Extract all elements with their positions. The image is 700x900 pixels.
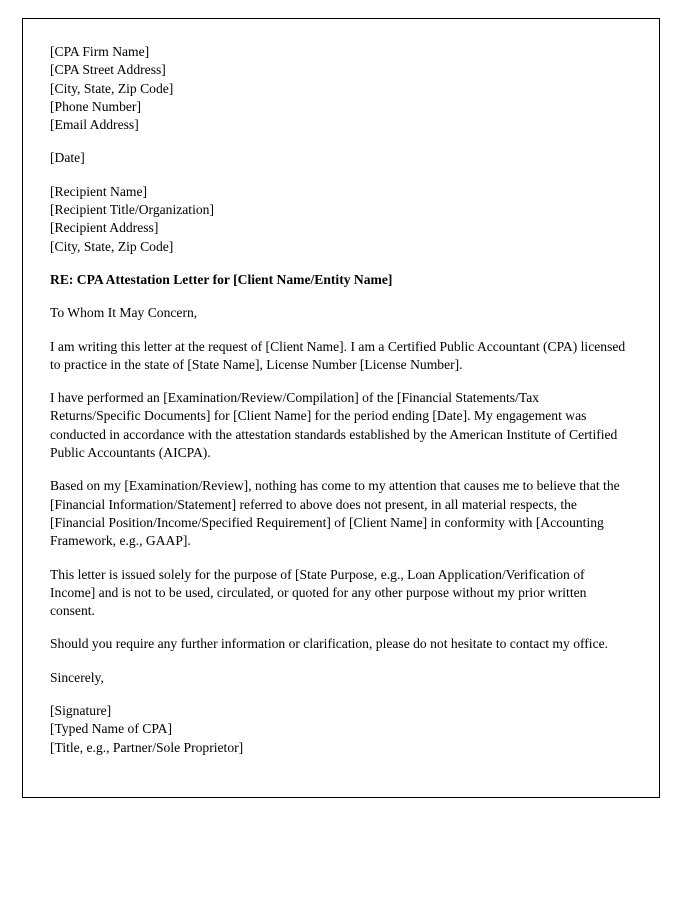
recipient-address: [Recipient Address] <box>50 220 159 236</box>
signature-title: [Title, e.g., Partner/Sole Proprietor] <box>50 739 244 755</box>
date-line: [Date] <box>50 150 85 166</box>
sender-firm-name: [CPA Firm Name] <box>50 44 150 59</box>
body-paragraph-purpose: This letter is issued solely for the purpose of [State Purpose, e.g., Loan Application/Verification of Income] and is not to be used, circulated, or quoted for any other purpose without my prior written consent. <box>50 566 587 619</box>
signature-typed-name: [Typed Name of CPA] <box>50 721 173 737</box>
recipient-city-state-zip: [City, State, Zip Code] <box>50 238 174 254</box>
recipient-address-block <box>50 183 632 256</box>
sender-address-block <box>50 43 632 134</box>
body-paragraph-contact: Should you require any further information or clarification, please do not hesitate to contact my office. <box>50 636 609 652</box>
sender-email: [Email Address] <box>50 117 139 133</box>
closing-block <box>50 669 632 687</box>
salutation-block <box>50 304 632 322</box>
sender-phone: [Phone Number] <box>50 98 141 114</box>
body-paragraph-findings: Based on my [Examination/Review], nothing has come to my attention that causes me to believe that the [Financial Information/Statement] referred to above does not present, in all material respects, the [Financial Position/Income/Specified Requirement] of [Client Name] in conformity with [Accounting Framework, e.g., GAAP]. <box>50 478 620 549</box>
body-paragraph-engagement: I have performed an [Examination/Review/Compilation] of the [Financial Statements/Tax Returns/Specific Documents] for [Client Name] for the period ending [Date]. My engagement was conducted in accordance with the attestation standards established by the American Institute of Certified Public Accountants (AICPA). <box>50 390 618 461</box>
recipient-name: [Recipient Name] <box>50 183 148 199</box>
closing-line: Sincerely, <box>50 669 104 685</box>
subject-block <box>50 271 632 289</box>
salutation-line: To Whom It May Concern, <box>50 305 198 321</box>
date-block <box>50 149 632 167</box>
signature-line: [Signature] <box>50 703 112 719</box>
letter-document <box>22 18 660 798</box>
subject-line: RE: CPA Attestation Letter for [Client Name/Entity Name] <box>50 271 393 287</box>
sender-street-address: [CPA Street Address] <box>50 62 166 78</box>
recipient-title-organization: [Recipient Title/Organization] <box>50 202 214 218</box>
body-paragraph-introduction: I am writing this letter at the request of [Client Name]. I am a Certified Public Accountant (CPA) licensed to practice in the state of [State Name], License Number [License Number]. <box>50 338 626 372</box>
signature-block <box>50 702 632 757</box>
sender-city-state-zip: [City, State, Zip Code] <box>50 80 174 96</box>
